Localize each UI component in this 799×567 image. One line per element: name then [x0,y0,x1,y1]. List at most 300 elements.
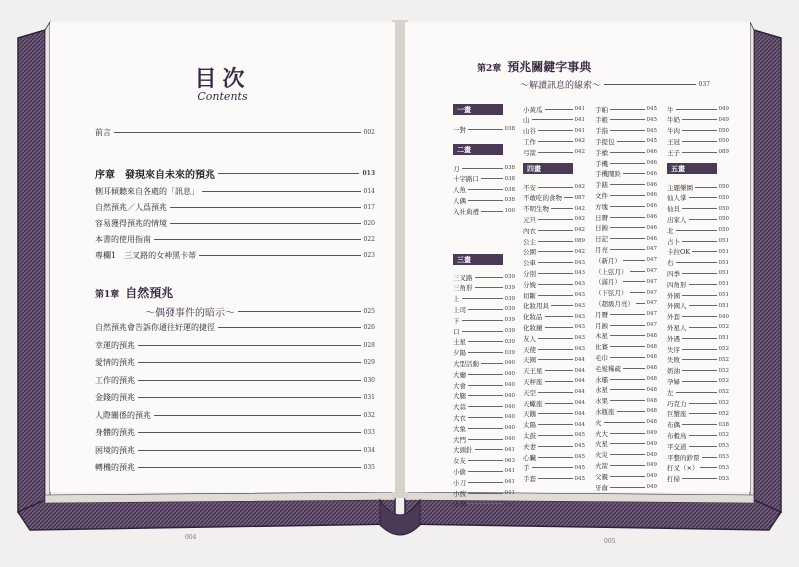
leader-line [468,374,503,375]
keyword-entry-page: 041 [504,468,515,475]
leader-line [468,417,503,418]
keyword-entry-page: 042 [574,184,585,190]
keyword-entry [595,460,657,470]
leader-line [610,195,645,196]
keyword-entry-page: 089 [574,238,585,244]
leader-line [462,320,503,321]
keyword-entry [595,288,657,298]
leader-line [462,298,503,299]
keyword-entry-page: 046 [646,170,657,177]
keyword-entry [667,136,729,146]
keyword-entry-page: 051 [718,281,729,288]
keyword-entry [523,398,585,408]
leader-line [623,368,645,369]
leader-line [199,255,360,256]
keyword-entry-page: 048 [646,408,657,415]
leader-line [610,314,645,315]
leader-line [689,403,717,404]
keyword-entry-label: 上 [453,295,460,304]
keyword-entry [523,430,585,440]
keyword-entry-page: 050 [718,138,729,145]
leader-line [682,381,717,382]
keyword-entry-page: 051 [718,270,729,277]
keyword-entry-page: 040 [718,313,729,320]
keyword-entry-label: 天王星 [523,367,543,376]
keyword-entry-label: 手機鬧鈴 [595,170,621,179]
toc-title: 目次 [194,67,251,92]
leader-line [481,363,503,364]
leader-line [682,130,717,131]
keyword-entry [667,420,729,430]
toc-entry-page: 022 [363,236,375,243]
keyword-entry-label: 月亮 [595,245,608,254]
keyword-entry-label: 失敗 [667,356,680,365]
keyword-entry-page: 046 [646,160,657,166]
keyword-entry-page: 047 [646,278,657,285]
keyword-entry-page: 039 [504,295,515,302]
keyword-entry [523,366,585,376]
keyword-entry [523,182,585,192]
toc-entry-label: 專欄1 三叉路的女神黑卡蒂 [95,251,197,260]
keyword-entry-page: 049 [646,462,657,469]
keyword-entry [453,294,515,304]
keyword-entry [595,180,657,190]
toc-entry-label: 幸運的預兆 [95,340,135,350]
keyword-entry [595,331,657,341]
keyword-entry-page: 049 [718,106,729,112]
keyword-entry [523,268,585,278]
keyword-entry-page: 039 [504,274,515,280]
keyword-entry [595,342,657,352]
keyword-entry-label: （上弦月） [595,267,628,276]
keyword-entry-page: 048 [646,386,657,393]
toc-entry-label: 容易獲得預兆的情境 [95,219,167,228]
leader-line [676,109,717,110]
toc-entry-label: 側耳傾聽來自各處的「訊息」 [95,187,199,196]
toc-entry [95,410,375,421]
keyword-entry-label: 外國 [667,291,680,300]
keyword-entry-label: （下弦月） [595,289,628,298]
keyword-entry-page: 049 [646,440,657,447]
leader-line [538,251,573,252]
keyword-entry-page: 047 [646,311,657,318]
leader-line [610,217,645,218]
leader-line [604,422,645,423]
keyword-entry [453,412,515,422]
keyword-entry [523,301,585,311]
keyword-entry-page: 048 [646,376,657,382]
keyword-entry-page: 043 [574,292,585,298]
keyword-entry-page: 046 [646,192,657,199]
keyword-entry [667,193,729,203]
leader-line [475,277,503,278]
keyword-entry-label: 山 [523,116,530,125]
keyword-entry [595,363,657,373]
keyword-entry-page: 052 [718,410,729,417]
keyword-entry-label: 小孩 [453,489,466,498]
keyword-entry-page: 040 [504,371,515,378]
keyword-entry-label: 大腿 [453,392,466,401]
keyword-entry-label: 布穀鳥 [667,431,687,440]
keyword-entry [595,309,657,319]
toc-entry-label: 轉機的預兆 [95,463,135,472]
leader-line [538,295,573,296]
keyword-entry-label: 仙人掌 [667,194,687,203]
keyword-entry-label: 內衣 [523,226,536,235]
keyword-entry-label: 火箭 [595,461,608,470]
leader-line [610,119,645,120]
keyword-entry-label: 化妝品 [523,313,543,322]
header-4-stroke: 四畫 [523,163,573,174]
keyword-entry-page: 052 [718,346,729,352]
keyword-entry-label: 主題樂園 [667,183,693,192]
keyword-entry-label: 月曆 [595,310,608,319]
keyword-entry-label: 化妝用具 [523,302,549,311]
keyword-entry-page: 042 [574,248,585,255]
leader-line [682,273,717,274]
keyword-entry-label: 山谷 [523,127,536,136]
keyword-entry-page: 044 [574,410,585,417]
chapter1-subtitle-label: ～偶發事件的暗示～ [145,308,235,319]
leader-line [700,467,716,468]
keyword-entry-label: 王子 [667,148,680,157]
keyword-entry [453,348,515,358]
keyword-entry-page: 051 [718,335,729,342]
keyword-entry [453,434,515,444]
keyword-entry-label: 土星 [453,338,466,347]
keyword-entry-page: 040 [504,403,515,410]
keyword-entry-label: 右 [667,259,674,268]
keyword-entry [667,376,729,386]
keyword-entry-label: 四角形 [667,280,687,289]
leader-line [545,327,573,328]
keyword-entry [667,290,729,300]
keyword-entry [667,279,729,289]
keyword-entry [595,417,657,427]
keyword-entry-page: 046 [646,203,657,210]
keyword-entry-page: 049 [718,116,729,123]
keyword-entry [667,126,729,136]
keyword-entry-label: 公主 [523,237,536,246]
toc-entry [95,357,375,368]
keyword-entry-page: 042 [574,205,585,212]
chapter1-no: 第1章 [95,290,120,300]
keyword-entry-page: 043 [574,259,585,266]
toc-entry-page: 002 [363,129,375,136]
leader-line [610,184,645,185]
leader-line [623,260,645,261]
keyword-entry-label: 文件 [595,191,608,200]
leader-line [610,379,645,380]
keyword-entry [523,463,585,473]
keyword-entry [595,147,657,157]
leader-line [610,389,645,390]
keyword-entry-page: 049 [646,451,657,458]
keyword-entry-page: 043 [574,270,585,277]
leader-line [481,211,503,212]
chapter1-heading [95,284,173,301]
leader-line [545,370,573,371]
keyword-entry-page: 045 [646,138,657,145]
keyword-entry [595,212,657,222]
keyword-entry-label: 小偷 [453,467,466,476]
leader-line [689,435,717,436]
keyword-entry [523,115,585,125]
keyword-entry [595,104,657,114]
keyword-entry-page: 053 [718,475,729,482]
keyword-entry [523,312,585,322]
keyword-entry-label: 失序 [667,345,680,354]
keyword-entry-page: 039 [504,284,515,291]
chapter2-page: 037 [698,81,710,88]
leader-line [468,460,503,461]
leader-line [538,478,573,479]
leader-line [689,446,717,447]
keyword-entry [595,136,657,146]
keyword-entry-page: 043 [574,324,585,331]
keyword-entry [453,477,515,487]
keyword-entry-page: 044 [574,421,585,428]
keyword-entry-page: 048 [646,419,657,426]
keyword-entry [667,258,729,268]
toc-entry-page: 031 [363,394,375,401]
keyword-entry-label: 手提包 [595,137,615,146]
keyword-entry-page: 048 [646,332,657,339]
keyword-entry-label: 天秤座 [523,377,543,386]
keyword-entry [595,406,657,416]
toc-entry-page: 023 [363,252,375,259]
keyword-entry-label: 牛奶 [667,116,680,125]
leader-line [538,152,573,153]
keyword-entry-label: 仙貝 [667,205,680,214]
keyword-entry [595,396,657,406]
keyword-entry-label: 四季 [667,269,680,278]
leader-line [138,397,361,398]
keyword-entry-label: 刀 [453,164,460,173]
keyword-entry-label: 占卜 [667,237,680,246]
keyword-entry-page: 046 [646,224,657,231]
keyword-entry-label: 十字路口 [453,175,479,184]
leader-line [202,191,361,192]
keyword-entry-page: 048 [646,343,657,350]
keyword-entry-label: 日蝕 [595,224,608,233]
keyword-entry-label: （新月） [595,256,621,265]
toc-entry-page: 030 [363,376,375,384]
keyword-entry [667,147,729,157]
keyword-entry [667,322,729,332]
toc-entry [95,392,375,403]
keyword-entry [453,488,515,498]
keyword-entry-label: 左 [667,388,674,397]
keyword-entry-label: 打掃 [667,475,680,484]
keyword-entry-page: 042 [574,149,585,156]
keyword-entry-page: 041 [504,490,515,496]
keyword-entry [523,147,585,157]
header-3-stroke: 三畫 [453,254,503,265]
leader-line [682,349,717,350]
leader-line [610,325,645,326]
leader-line [610,443,645,444]
keyword-entry [523,387,585,397]
keyword-entry-page: 053 [718,443,729,450]
keyword-entry-label: 巨蟹座 [667,410,687,419]
leader-line [692,251,716,252]
keyword-entry-page: 043 [574,346,585,352]
keyword-entry [667,236,729,246]
keyword-entry-label: 公車 [523,259,536,268]
keyword-entry-label: 巧克力 [667,399,687,408]
keyword-entry [667,214,729,224]
leader-line [170,223,361,224]
keyword-entry-page: 045 [574,443,585,450]
keyword-entry-label: 一對 [453,125,466,134]
chapter1-subtitle-page: 025 [363,308,375,315]
keyword-entry [453,391,515,401]
keyword-entry [667,247,729,257]
keyword-entry-label: 手槍 [595,148,608,157]
leader-line [468,493,503,494]
keyword-entry [667,333,729,343]
toc-entry [95,186,375,197]
keyword-entry [523,225,585,235]
toc-entry-label: 愛情的預兆 [95,358,135,367]
leader-line [532,467,573,468]
leader-line [610,487,645,488]
keyword-entry [453,206,515,216]
keyword-entry-page: 045 [646,106,657,112]
leader-line [468,482,503,483]
chapter2-subtitle: ～解讀訊息的線索～ [520,81,602,91]
leader-line [623,173,645,174]
toc-entry-page: 014 [363,188,375,195]
keyword-entry-label: 大型活動 [453,359,479,368]
keyword-entry-label: 水壩 [595,375,608,384]
keyword-entry-label: 外國人 [667,302,687,311]
keyword-entry [453,499,515,509]
keyword-entry-label: 不安 [523,183,536,192]
leader-line [689,327,717,328]
keyword-entry [667,104,729,114]
keyword-entry-page: 052 [718,324,729,331]
left-page [50,22,395,541]
keyword-entry-page: 044 [574,367,585,374]
leader-line [610,454,645,455]
keyword-entry-page: 040 [504,414,515,421]
keyword-entry-page: 050 [718,127,729,134]
keyword-entry-page: 051 [718,302,729,309]
right-folio: 005 [604,538,616,545]
toc-entry [95,234,375,245]
leader-line [138,467,361,468]
keyword-entry [523,204,585,214]
leader-line [689,413,717,414]
keyword-entry [453,272,515,282]
keyword-entry-label: 日曆 [595,213,608,222]
keyword-entry [453,326,515,336]
keyword-entry-page: 041 [574,106,585,112]
keyword-entry-page: 044 [574,356,585,363]
leader-line [676,392,717,393]
leader-line [138,380,361,381]
keyword-entry-page: 044 [574,389,585,396]
leader-line [538,273,573,274]
leader-line [545,381,573,382]
keyword-entry [595,482,657,492]
keyword-entry-page: 050 [718,205,729,212]
leader-line [170,207,361,208]
keyword-entry [667,301,729,311]
keyword-entry-page: 048 [646,397,657,404]
keyword-entry-label: 小刀 [453,478,466,487]
keyword-entry-label: 出家人 [667,215,687,224]
toc-entry-page: 020 [363,220,375,227]
leader-line [475,287,503,288]
keyword-entry [595,374,657,384]
keyword-entry-label: 小鳥 [453,500,466,509]
keyword-entry-label: 友人 [523,334,536,343]
keyword-entry-label: 火星 [595,440,608,449]
toc-entry-label: 工作的預兆 [95,375,135,385]
keyword-entry-label: 平交道 [667,442,687,451]
leader-line [610,238,645,239]
toc-entry [95,250,375,261]
leader-line [682,241,717,242]
keyword-entry-page: 050 [718,194,729,201]
leader-line [138,450,361,451]
leader-line [610,249,645,250]
keyword-entry-label: 火災 [595,451,608,460]
toc-entry-label: 前言 [95,128,111,137]
keyword-entry [667,387,729,397]
leader-line [682,359,717,360]
toc-entry [95,340,375,351]
toc-entry-label: 人際關係的預兆 [95,410,151,420]
leader-line [538,359,573,360]
leader-line [610,433,645,434]
leader-line [538,338,573,339]
keyword-entry [453,124,515,134]
leader-line [610,206,645,207]
keyword-entry-page: 040 [504,425,515,432]
leader-line [538,141,573,142]
leader-line [138,362,361,363]
left-folio: 004 [185,534,197,541]
keyword-entry-label: 布偶 [667,421,680,430]
leader-line [218,173,359,174]
keyword-entry-page: 046 [646,235,657,242]
keyword-entry-label: 天蠍座 [523,399,543,408]
leader-line [545,109,573,110]
keyword-entry [595,234,657,244]
keyword-entry [595,471,657,481]
leader-line [462,168,503,169]
header-2-stroke: 二畫 [453,144,503,155]
keyword-entry [523,136,585,146]
leader-line [610,163,645,164]
keyword-entry [595,385,657,395]
keyword-entry-page: 041 [574,127,585,134]
leader-line [610,465,645,466]
keyword-entry-label: 手機 [595,159,608,168]
toc-entry-page: 032 [363,411,375,419]
keyword-entry [595,352,657,362]
keyword-entry [523,279,585,289]
toc-entry-label: 序章 發現來自未來的預兆 [95,170,215,181]
toc-entry [95,462,375,473]
keyword-entry [667,225,729,235]
keyword-entry [453,445,515,455]
keyword-entry [667,312,729,322]
